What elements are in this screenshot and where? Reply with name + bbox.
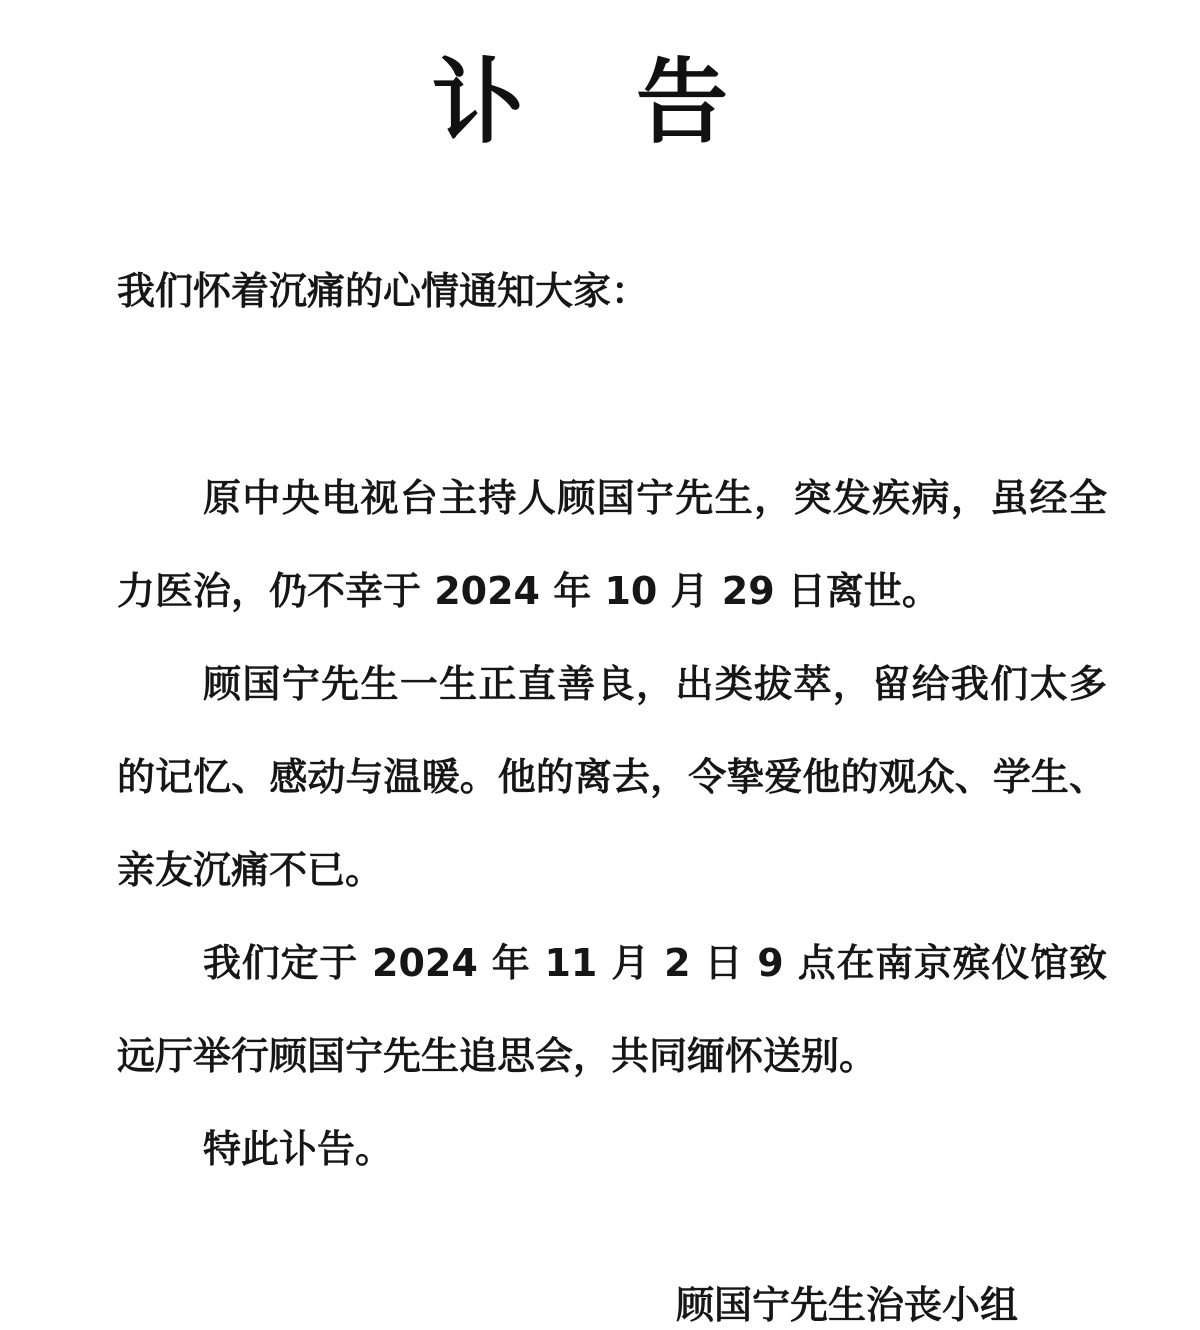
paragraph-death-announcement: 原中央电视台主持人顾国宁先生，突发疾病，虽经全力医治，仍不幸于 2024 年 10 月 29 日离世。 bbox=[117, 476, 1107, 613]
signature-partial: 顾国宁先生治丧小组 bbox=[676, 1283, 1019, 1327]
paragraph-memorial-service: 我们定于 2024 年 11 月 2 日 9 点在南京殡仪馆致远厅举行顾国宁先生追思会，共同缅怀送别。 bbox=[117, 941, 1107, 1078]
paragraph-closing: 特此讣告。 bbox=[203, 1127, 394, 1171]
notice-body bbox=[117, 452, 1107, 1196]
document-title: 讣 告 bbox=[431, 49, 769, 156]
salutation-line: 我们怀着沉痛的心情通知大家： bbox=[117, 269, 650, 313]
paragraph-tribute: 顾国宁先生一生正直善良，出类拔萃，留给我们太多的记忆、感动与温暖。他的离去，令挚爱他的观众、学生、亲友沉痛不已。 bbox=[117, 662, 1107, 892]
